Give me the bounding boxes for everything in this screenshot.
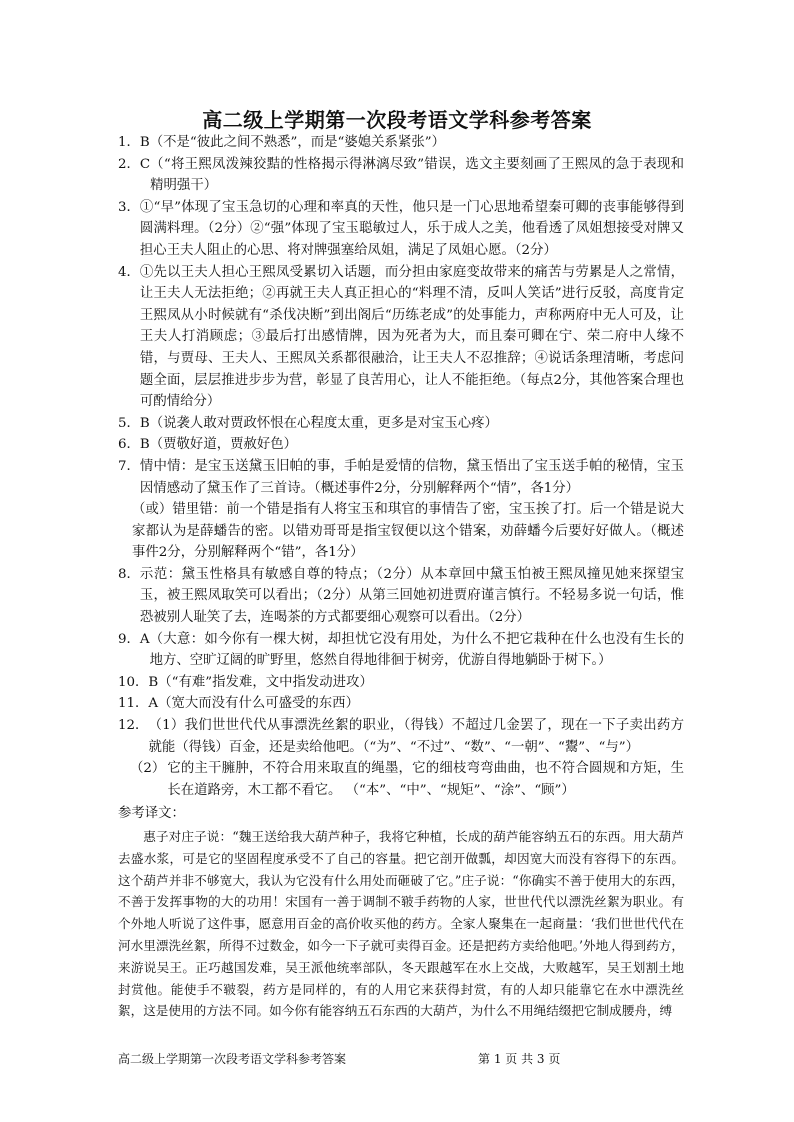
answer-number: 11．A	[118, 696, 159, 712]
answer-text: （宽大而没有什么可盛受的东西）	[158, 696, 359, 712]
answer-number: 6．B	[118, 437, 150, 453]
answer-item	[118, 456, 684, 499]
answer-item	[118, 629, 684, 672]
answer-number: 10．B	[118, 674, 159, 690]
answer-text: （不是“彼此之间不熟悉”，而是“婆媳关系紧张”）	[149, 135, 445, 150]
answer-item	[118, 434, 684, 456]
answer-number: 3．	[118, 199, 140, 215]
answer-item	[118, 132, 684, 154]
footer-title: 高二级上学期第一次段考语文学科参考答案	[118, 1052, 347, 1066]
answer-text: （或）错里错：前一个错是指有人将宝玉和琪官的事情告了密，宝玉挨了打。后一个错是说大家都认为是薛蟠告的密。以错劝哥哥是指宝钗便以这个错案，劝薛蟠今后要好好做人。（概述事件2分，分别解释两个“错”，各1分）	[132, 502, 684, 561]
answer-item	[118, 197, 684, 262]
answer-text: （大意：如今你有一棵大树，却担忧它没有用处，为什么不把它栽种在什么也没有生长的地方、空旷辽阔的旷野里，悠然自得地徘徊于树旁，优游自得地躺卧于树下。）	[149, 631, 684, 669]
answer-text: （说袭人敢对贾政怀恨在心程度太重，更多是对宝玉心疼）	[149, 415, 498, 431]
answer-text: 示范：黛玉性格具有敏感自尊的特点；（2分）从本章回中黛玉怕被王熙凤撞见她来探望宝玉，被王熙凤取笑可以看出；（2分）从第三回她初进贾府谨言慎行。不轻易多说一句话，惟恐被别人耻笑了去，连喝茶的方式都要细心观察可以看出。（2分）	[139, 566, 684, 626]
answer-text: ①“早”体现了宝玉急切的心理和率真的天性，他只是一门心思地希望秦可卿的丧事能够得到圆满料理。（2分）②“强”体现了宝玉聪敏过人，乐于成人之美，他看透了凤姐想接受对牌又担心王夫人阻止的心思、将对牌强塞给凤姐，满足了凤姐心愿。（2分）	[139, 199, 684, 258]
answer-item	[118, 262, 684, 413]
answer-text: （“将王熙凤泼辣狡黠的性格揭示得淋漓尽致”错误，选文主要刻画了王熙凤的急于表现和精明强干）	[150, 156, 684, 194]
translation-text: 惠子对庄子说：“魏王送给我大葫芦种子，我将它种植，长成的葫芦能容纳五石的东西。用大葫芦去盛水浆，可是它的坚固程度承受不了自己的容量。把它剖开做瓢，却因宽大而没有容得下的东西。这个葫芦并非不够宽大，我认为它没有什么用处而砸破了它。”庄子说：“你确实不善于使用大的东西，不善于发挥事物的大的功用！宋国有一善于调制不皲手药物的人家，世世代代以漂洗丝絮为职业。有个外地人听说了这件事，愿意用百金的高价收买他的药方。全家人聚集在一起商量：‘我们世世代代在河水里漂洗丝絮，所得不过数金，如今一下子就可卖得百金。还是把药方卖给他吧。’外地人得到药方，来游说吴王。正巧越国发难，吴王派他统率部队，冬天跟越军在水上交战，大败越军，吴王划割土地封赏他。能使手不皲裂，药方是同样的，有的人用它来获得封赏，有的人却只能靠它在水中漂洗丝絮，这是使用的方法不同。如今你有能容纳五石东西的大葫芦，为什么不用绳结缀把它制成腰舟，缚	[118, 829, 684, 1019]
answer-item-alternate	[118, 499, 684, 564]
page-number: 第 1 页 共 3 页	[478, 1052, 561, 1066]
answer-text: 情中情：是宝玉送黛玉旧帕的事，手帕是爱情的信物，黛玉悟出了宝玉送手帕的秘情，宝玉因情感动了黛玉作了三首诗。（概述事件2分，分别解释两个“情”，各1分）	[139, 458, 684, 496]
answer-number: 8．	[118, 566, 140, 582]
answer-item	[118, 672, 684, 694]
answer-number: 9．A	[118, 631, 150, 647]
answer-body	[118, 132, 684, 1022]
answer-text: （“有难”指发难，文中指发动进攻）	[158, 674, 373, 690]
answer-item	[118, 715, 684, 758]
answer-item	[118, 564, 684, 629]
answer-number: 12．	[118, 718, 149, 734]
answer-number: 7．	[118, 458, 140, 474]
answer-item	[118, 413, 684, 435]
document-title: 高二级上学期第一次段考语文学科参考答案	[202, 108, 592, 132]
answer-text: （1）我们世世代代从事漂洗丝絮的职业，（得钱）不超过几金罢了，现在一下子卖出药方就能（得钱）百金，还是卖给他吧。（“为”、“不过”、“数”、“一朝”、“鬻”、“与”）	[148, 718, 684, 755]
answer-item	[118, 693, 684, 715]
answer-text: （贾敬好道，贾赦好色）	[149, 437, 298, 453]
answer-number: 2．C	[118, 156, 151, 172]
answer-item	[118, 154, 684, 197]
answer-number: 4．	[118, 264, 140, 280]
translation-label: 参考译文：	[118, 806, 185, 822]
answer-text: 它的主干臃肿，不符合用来取直的绳墨，它的细枝弯弯曲曲，也不符合圆规和方矩，生长在道路旁，木工都不看它。 （“本”、“中”、“规矩”、“涂”、“顾”）	[167, 761, 684, 798]
answer-number: 1．B	[118, 135, 150, 150]
answer-number: 5．B	[118, 415, 150, 431]
answer-number: （2）	[130, 761, 166, 777]
answer-text: ①先以王夫人担心王熙凤受累切入话题，而分担由家庭变故带来的痛苦与劳累是人之常情，让王夫人无法拒绝；②再就王夫人真正担心的“料理不清，反叫人笑话”进行反驳，高度肯定王熙凤从小时候就有“杀伐决断”到出阁后“历练老成”的处事能力，声称两府中无人可及，让王夫人打消顾虑；③最后打出感情牌，因为死者为大，而且秦可卿在宁、荣二府中人缘不错，与贾母、王夫人、王熙凤关系都很融洽，让王夫人不忍推辞；④说话条理清晰，考虑问题全面，层层推进步步为营，彰显了良苦用心，让人不能拒绝。（每点2分，其他答案合理也可酌情给分）	[139, 264, 684, 410]
answer-subitem	[118, 758, 684, 801]
